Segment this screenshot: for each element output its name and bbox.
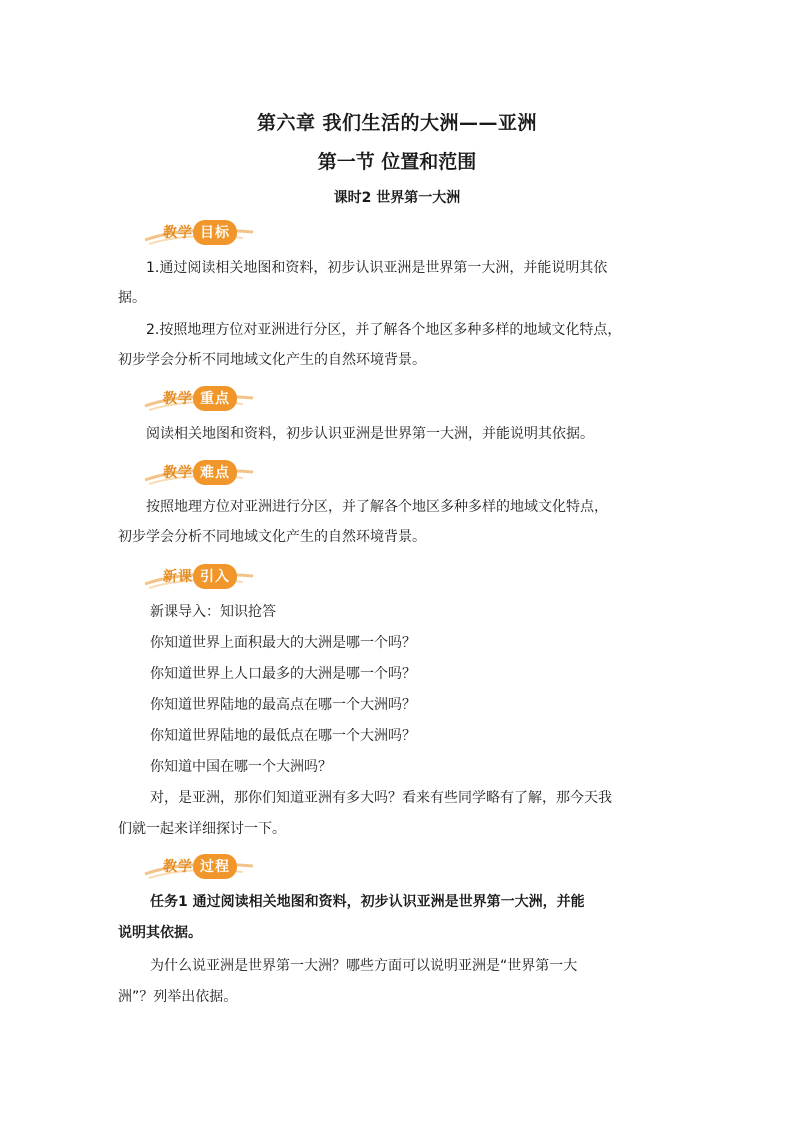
badge-prefix: 教学 [163,391,193,407]
badge-highlight: 目标 [193,220,237,245]
objective-1-line2: 据。 [118,290,146,306]
intro-question-5: 你知道中国在哪一个大洲吗？ [150,759,332,775]
task1-question-line1: 为什么说亚洲是世界第一大洲？哪些方面可以说明亚洲是“世界第一大 [150,958,578,974]
intro-question-3: 你知道世界陆地的最高点在哪一个大洲吗？ [150,697,416,713]
intro-question-2: 你知道世界上人口最多的大洲是哪一个吗？ [150,666,416,682]
task1-question-line2: 洲”？列举出依据。 [118,989,238,1005]
difficulties-badge [143,458,273,486]
intro-question-1: 你知道世界上面积最大的大洲是哪一个吗？ [150,635,416,651]
keypoints-text: 阅读相关地图和资料，初步认识亚洲是世界第一大洲，并能说明其依据。 [146,426,594,442]
objectives-badge [143,218,273,246]
badge-highlight: 重点 [193,386,237,411]
objective-2-line2: 初步学会分析不同地域文化产生的自然环境背景。 [118,352,426,368]
badge-highlight: 引入 [193,564,237,589]
task1-line2: 说明其依据。 [118,925,202,941]
keypoints-badge [143,384,273,412]
section-title: 第一节 位置和范围 [317,151,477,173]
chapter-title: 第六章 我们生活的大洲——亚洲 [256,112,538,134]
intro-lead: 新课导入：知识抢答 [150,604,276,620]
objective-2-line1: 2.按照地理方位对亚洲进行分区，并了解各个地区多种多样的地域文化特点， [146,322,622,338]
difficulties-line1: 按照地理方位对亚洲进行分区，并了解各个地区多种多样的地域文化特点， [146,499,608,515]
process-badge [143,852,273,880]
difficulties-line2: 初步学会分析不同地域文化产生的自然环境背景。 [118,529,426,545]
badge-prefix: 教学 [163,465,193,481]
badge-highlight: 过程 [193,854,237,879]
badge-prefix: 新课 [163,569,193,585]
objective-1-line1: 1.通过阅读相关地图和资料，初步认识亚洲是世界第一大洲，并能说明其依 [146,260,608,276]
badge-prefix: 教学 [163,859,193,875]
intro-answer-line2: 们就一起来详细探讨一下。 [118,821,286,837]
badge-prefix: 教学 [163,225,193,241]
task1-line1: 任务1 通过阅读相关地图和资料，初步认识亚洲是世界第一大洲，并能 [150,894,585,910]
intro-answer-line1: 对，是亚洲，那你们知道亚洲有多大吗？看来有些同学略有了解，那今天我 [150,790,612,806]
intro-question-4: 你知道世界陆地的最低点在哪一个大洲吗？ [150,728,416,744]
lesson-title: 课时2 世界第一大洲 [333,190,461,206]
badge-highlight: 难点 [193,460,237,485]
intro-badge [143,562,273,590]
